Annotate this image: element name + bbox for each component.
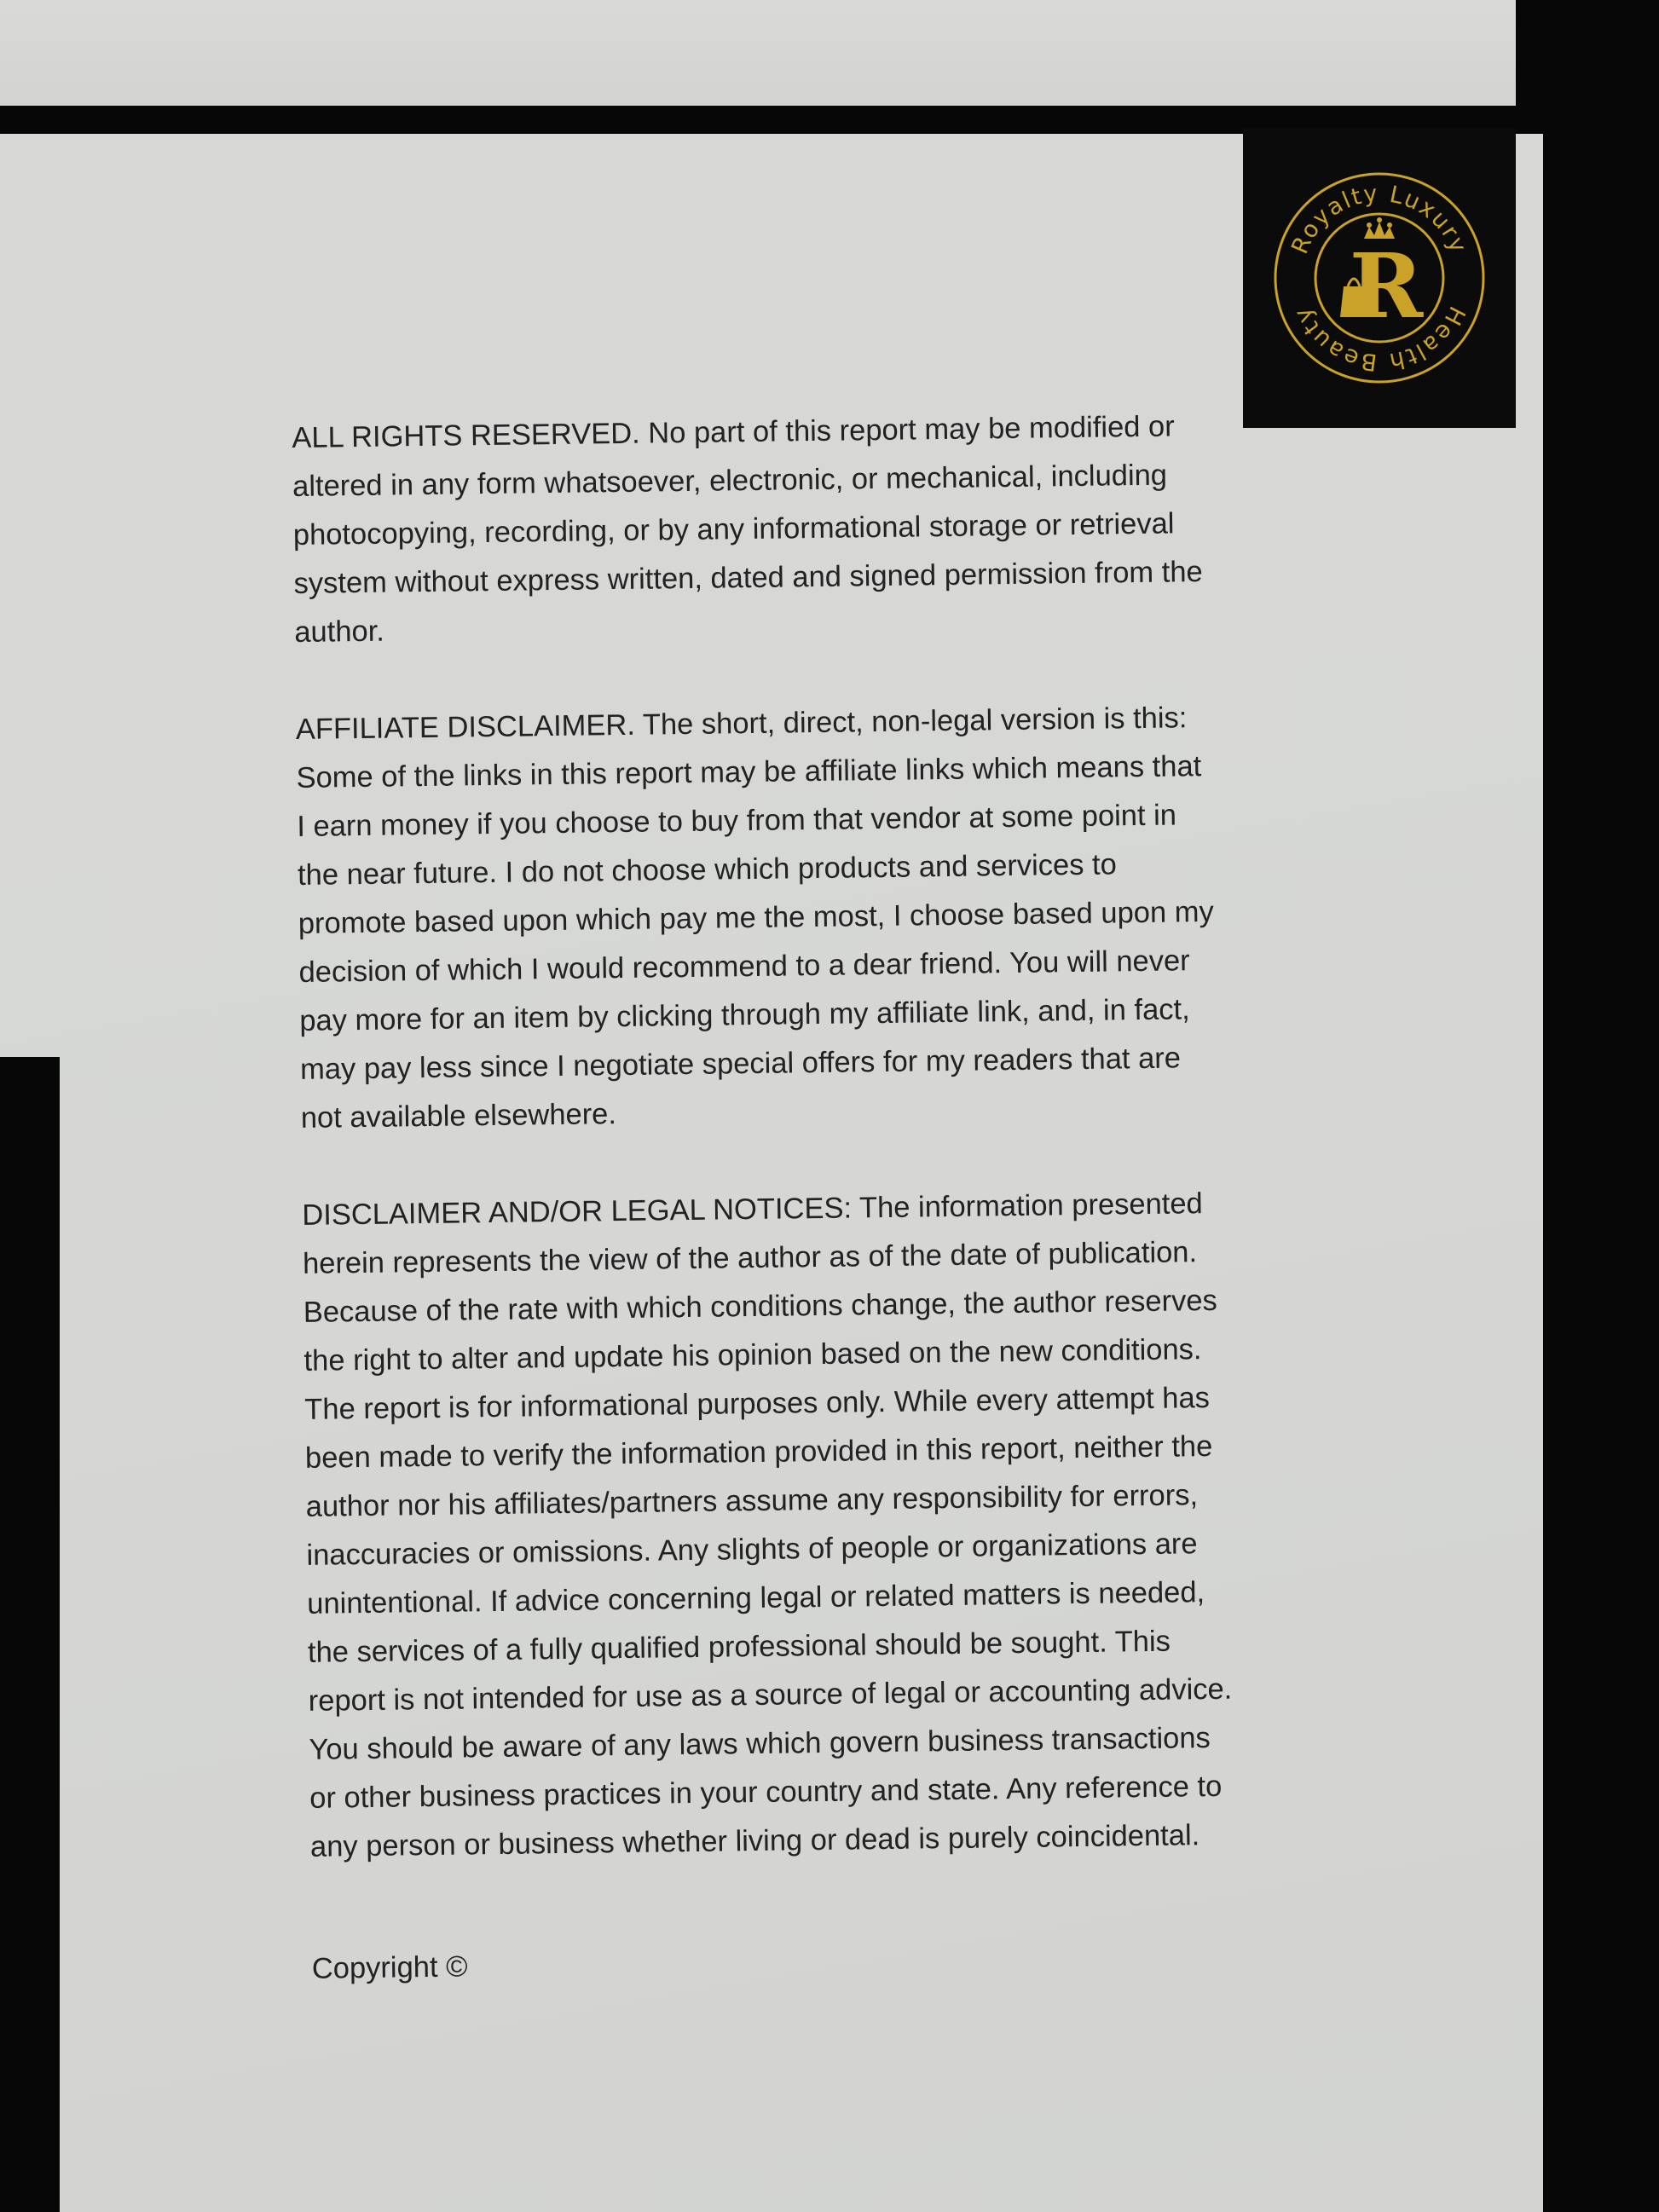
- page-shadow: [0, 1057, 60, 2212]
- royalty-luxury-logo: [1269, 167, 1490, 389]
- legal-notice-paragraph: DISCLAIMER AND/OR LEGAL NOTICES: The information presented herein represents the view of the author as of the date of publication. Because of the rate with which conditions change, the author reserves the right to alter and update his opinion based on the new conditions. The report is for informational purposes only. While every attempt has been made to verify the information provided in this report, neither the author nor his affiliates/partners assume any responsibility for errors, inaccuracies or omissions. Any slights of people or organizations are unintentional. If advice concerning legal or related matters is needed, the services of a fully qualified professional should be sought. This report is not intended for use as a source of legal or accounting advice. You should be aware of any laws which govern business transactions or other business practices in your country and state. Any reference to any person or business whether living or dead is purely coincidental.: [302, 1187, 1233, 1863]
- copyright-line: Copyright ©: [311, 1950, 468, 1985]
- affiliate-disclaimer-paragraph: AFFILIATE DISCLAIMER. The short, direct, non-legal version is this: Some of the links in this report may be affiliate links which means that I earn money if you choose to buy from that vendor at some point in the near future. I do not choose which products and services to promote based upon which pay me the most, I choose based upon my decision of which I would recommend to a dear friend. You will never pay more for an item by clicking through my affiliate link, and, in fact, may pay less since I negotiate special offers for my readers that are not available elsewhere.: [295, 702, 1214, 1135]
- rights-paragraph: ALL RIGHTS RESERVED. No part of this report may be modified or altered in any form whatsoever, electronic, or mechanical, including photocopying, recording, or by any informational storage or retrieval system without express written, dated and signed permission from the author.: [292, 410, 1203, 649]
- logo-top-text: Royalty Luxury: [1286, 180, 1472, 258]
- brand-logo: [1243, 128, 1516, 428]
- logo-monogram: R: [1349, 234, 1424, 338]
- document-body: [292, 401, 1302, 2042]
- logo-bottom-text: Health Beauty: [1288, 302, 1471, 376]
- previous-page-edge: [0, 0, 1516, 106]
